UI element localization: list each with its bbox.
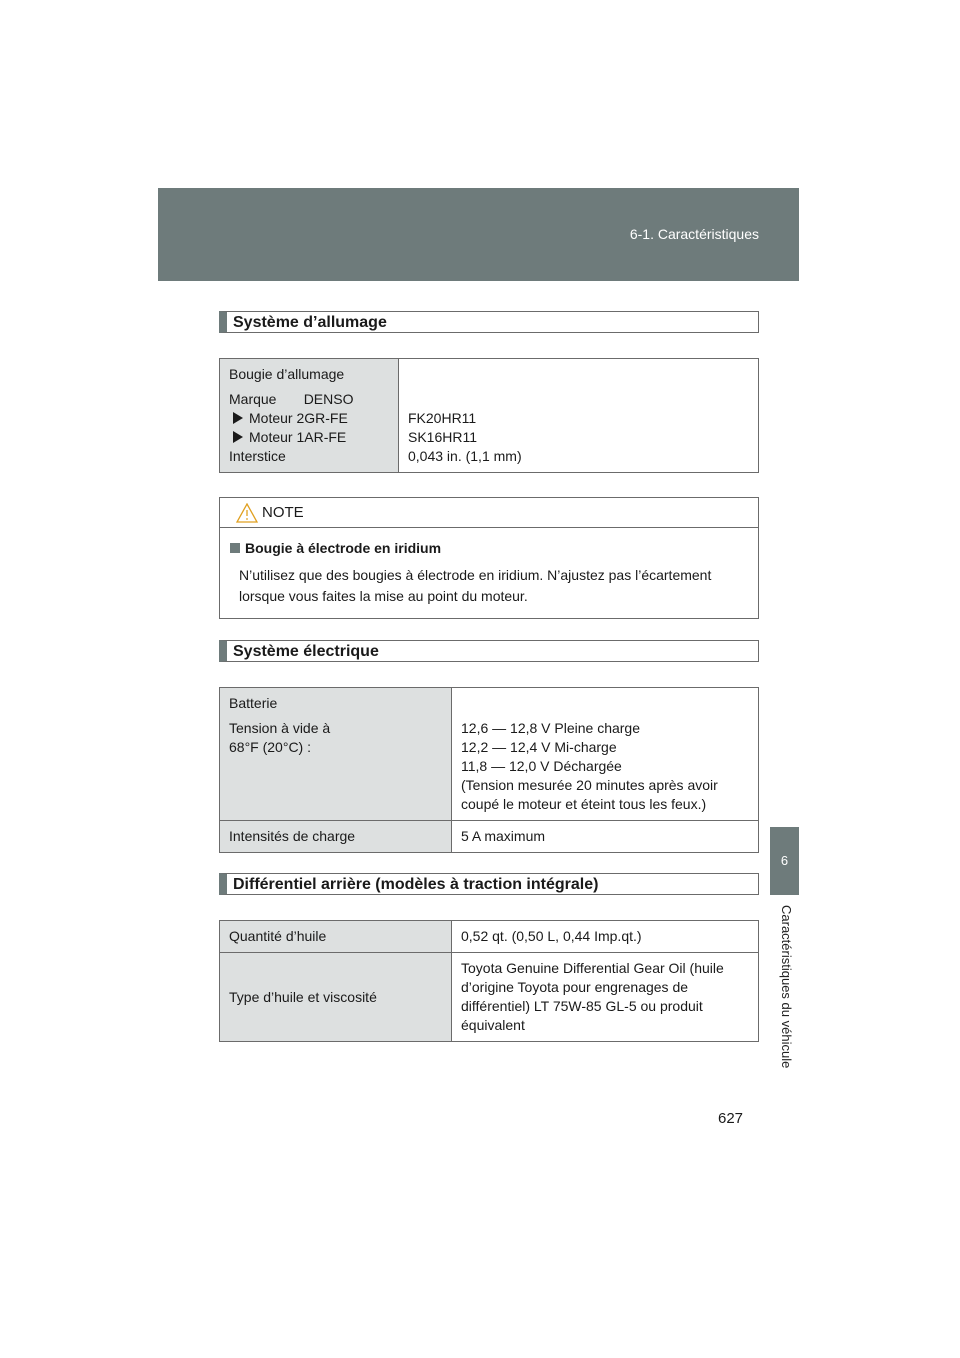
battery-value-cell xyxy=(452,688,759,821)
note-heading: Bougie à électrode en iridium xyxy=(245,540,442,556)
chapter-tab: 6 xyxy=(770,827,799,895)
brand-label: Marque DENSO xyxy=(229,391,354,407)
plug-1ar-value: SK16HR11 xyxy=(408,429,478,445)
battery-label: Batterie xyxy=(229,695,278,711)
electrical-section-title: Système électrique xyxy=(219,640,759,662)
ignition-label-cell xyxy=(220,359,399,473)
engine-2gr-label: Moteur 2GR-FE xyxy=(249,410,348,426)
battery-label-cell xyxy=(220,688,452,821)
charge-value: 5 A maximum xyxy=(452,821,759,853)
spark-plug-label: Bougie d’allumage xyxy=(229,366,345,382)
gap-value: 0,043 in. (1,1 mm) xyxy=(408,448,522,464)
voltage-label-temp: 68°F (20°C) : xyxy=(229,739,311,755)
note-box xyxy=(219,497,759,619)
note-title: NOTE xyxy=(262,504,304,521)
voltage-label: Tension à vide à xyxy=(229,720,331,736)
note-text: N’utilisez que des bougies à électrode en iridium. N’ajustez pas l’écartement lorsque vous faites la mise au point du moteur. xyxy=(239,567,712,604)
oil-type-value: Toyota Genuine Differential Gear Oil (huile d’origine Toyota pour engrenages de différentiel) LT 75W-85 GL-5 ou produit équivalent xyxy=(452,953,759,1042)
engine-1ar-label: Moteur 1AR-FE xyxy=(249,429,347,445)
voltage-note-2: coupé le moteur et éteint tous les feux.) xyxy=(461,796,707,812)
voltage-note-1: (Tension mesurée 20 minutes après avoir xyxy=(461,777,718,793)
voltage-half: 12,2 — 12,4 V Mi-charge xyxy=(461,739,617,755)
arrow-right-icon xyxy=(233,431,243,443)
oil-quantity-value: 0,52 qt. (0,50 L, 0,44 Imp.qt.) xyxy=(452,921,759,953)
differential-section-title: Différentiel arrière (modèles à traction intégrale) xyxy=(219,873,759,895)
page-header xyxy=(158,188,799,281)
voltage-full: 12,6 — 12,8 V Pleine charge xyxy=(461,720,641,736)
differential-table xyxy=(219,920,759,1042)
ignition-table xyxy=(219,358,759,473)
oil-quantity-label: Quantité d’huile xyxy=(220,921,452,953)
ignition-value-cell xyxy=(399,359,759,473)
warning-triangle-icon xyxy=(236,503,258,523)
arrow-right-icon xyxy=(233,412,243,424)
square-bullet-icon xyxy=(230,543,240,553)
chapter-label: Caractéristiques du véhicule xyxy=(779,905,794,1069)
note-header xyxy=(220,498,758,528)
ignition-section-title: Système d’allumage xyxy=(219,311,759,333)
gap-label: Interstice xyxy=(229,448,286,464)
breadcrumb: 6-1. Caractéristiques xyxy=(629,226,759,242)
page-number: 627 xyxy=(718,1110,744,1127)
oil-type-label: Type d’huile et viscosité xyxy=(220,953,452,1042)
plug-2gr-value: FK20HR11 xyxy=(408,410,477,426)
charge-label: Intensités de charge xyxy=(220,821,452,853)
electrical-table xyxy=(219,687,759,853)
voltage-discharged: 11,8 — 12,0 V Déchargée xyxy=(461,758,622,774)
